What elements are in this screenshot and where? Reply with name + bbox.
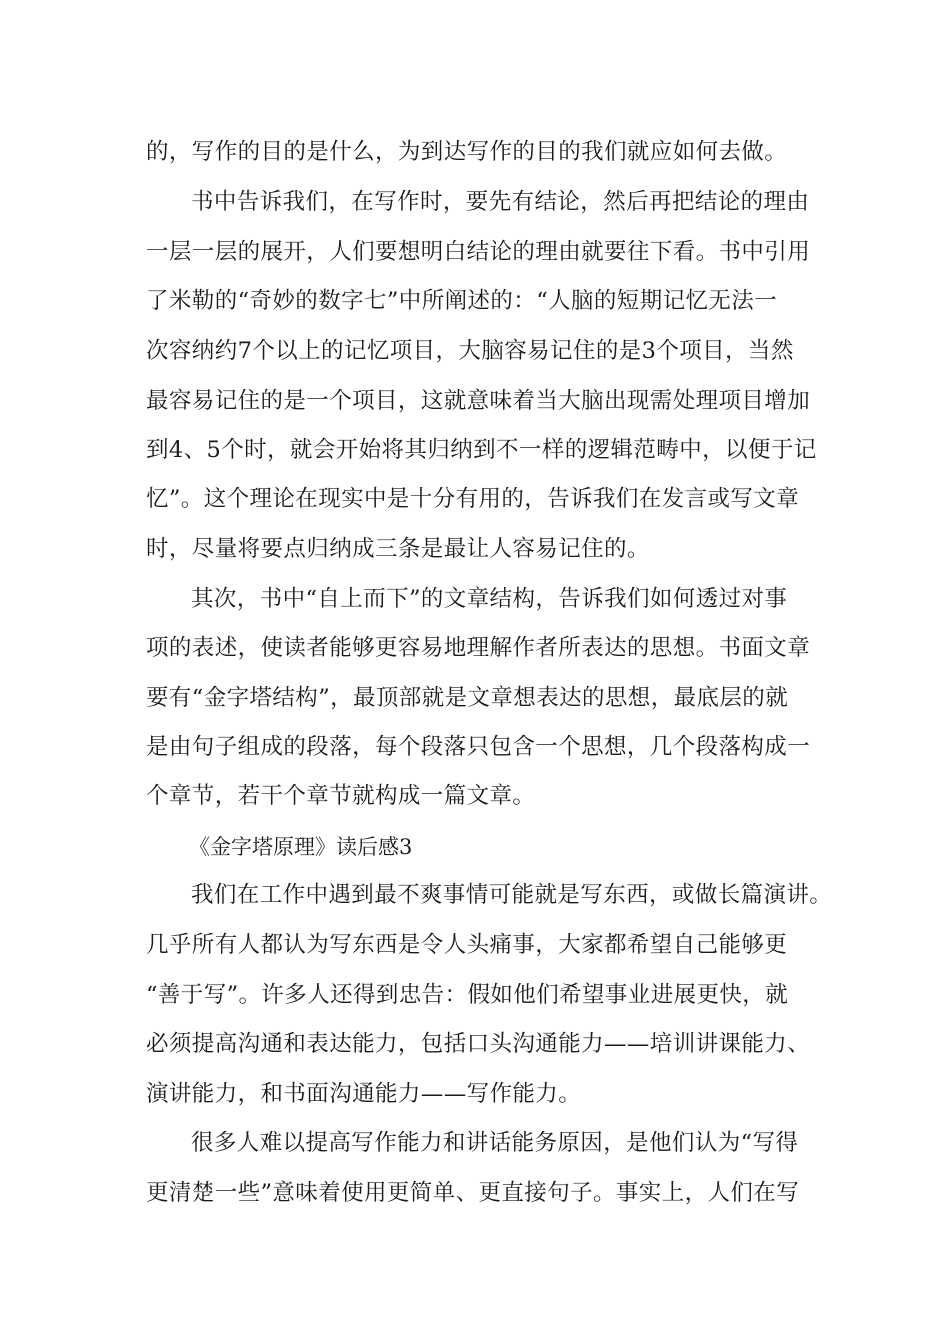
- paragraph-line: 了米勒的“奇妙的数字七”中所阐述的：“人脑的短期记忆无法一: [146, 288, 778, 314]
- paragraph-line: 是由句子组成的段落，每个段落只包含一个思想，几个段落构成一: [146, 734, 811, 760]
- paragraph-line: 必须提高沟通和表达能力，包括口头沟通能力——培训讲课能力、: [146, 1031, 811, 1057]
- section-heading: 《金字塔原理》读后感3: [189, 835, 413, 859]
- paragraph-line: 要有“金字塔结构”，最顶部就是文章想表达的思想，最底层的就: [146, 685, 789, 711]
- paragraph-line: 更清楚一些”意味着使用更简单、更直接句子。事实上，人们在写: [146, 1180, 800, 1206]
- paragraph-line: 忆”。这个理论在现实中是十分有用的，告诉我们在发言或写文章: [146, 486, 800, 512]
- paragraph-line: 几乎所有人都认为写东西是令人头痛事，大家都希望自己能够更: [146, 932, 788, 958]
- paragraph-line: 演讲能力，和书面沟通能力——写作能力。: [146, 1081, 582, 1107]
- paragraph-line: 项的表述，使读者能够更容易地理解作者所表达的思想。书面文章: [146, 635, 811, 661]
- paragraph-line: 我们在工作中遇到最不爽事情可能就是写东西，或做长篇演讲。: [191, 882, 833, 908]
- paragraph-line: “善于写”。许多人还得到忠告：假如他们希望事业进展更快，就: [146, 982, 789, 1008]
- paragraph-line: 一层一层的展开，人们要想明白结论的理由就要往下看。书中引用: [146, 239, 811, 265]
- paragraph-line: 其次，书中“自上而下”的文章结构，告诉我们如何透过对事: [191, 586, 788, 612]
- paragraph-line: 时，尽量将要点归纳成三条是最让人容易记住的。: [146, 536, 650, 562]
- paragraph-line: 的，写作的目的是什么，为到达写作的目的我们就应如何去做。: [146, 139, 788, 165]
- paragraph-line: 最容易记住的是一个项目，这就意味着当大脑出现需处理项目增加: [146, 388, 811, 414]
- paragraph-line: 个章节，若干个章节就构成一篇文章。: [146, 783, 536, 809]
- paragraph-line: 很多人难以提高写作能力和讲话能务原因，是他们认为“写得: [191, 1130, 799, 1156]
- paragraph-line: 到4、5个时，就会开始将其归纳到不一样的逻辑范畴中，以便于记: [146, 437, 817, 463]
- paragraph-line: 次容纳约7个以上的记忆项目，大脑容易记住的是3个项目，当然: [146, 338, 794, 364]
- paragraph-line: 书中告诉我们，在写作时，要先有结论，然后再把结论的理由: [191, 189, 810, 215]
